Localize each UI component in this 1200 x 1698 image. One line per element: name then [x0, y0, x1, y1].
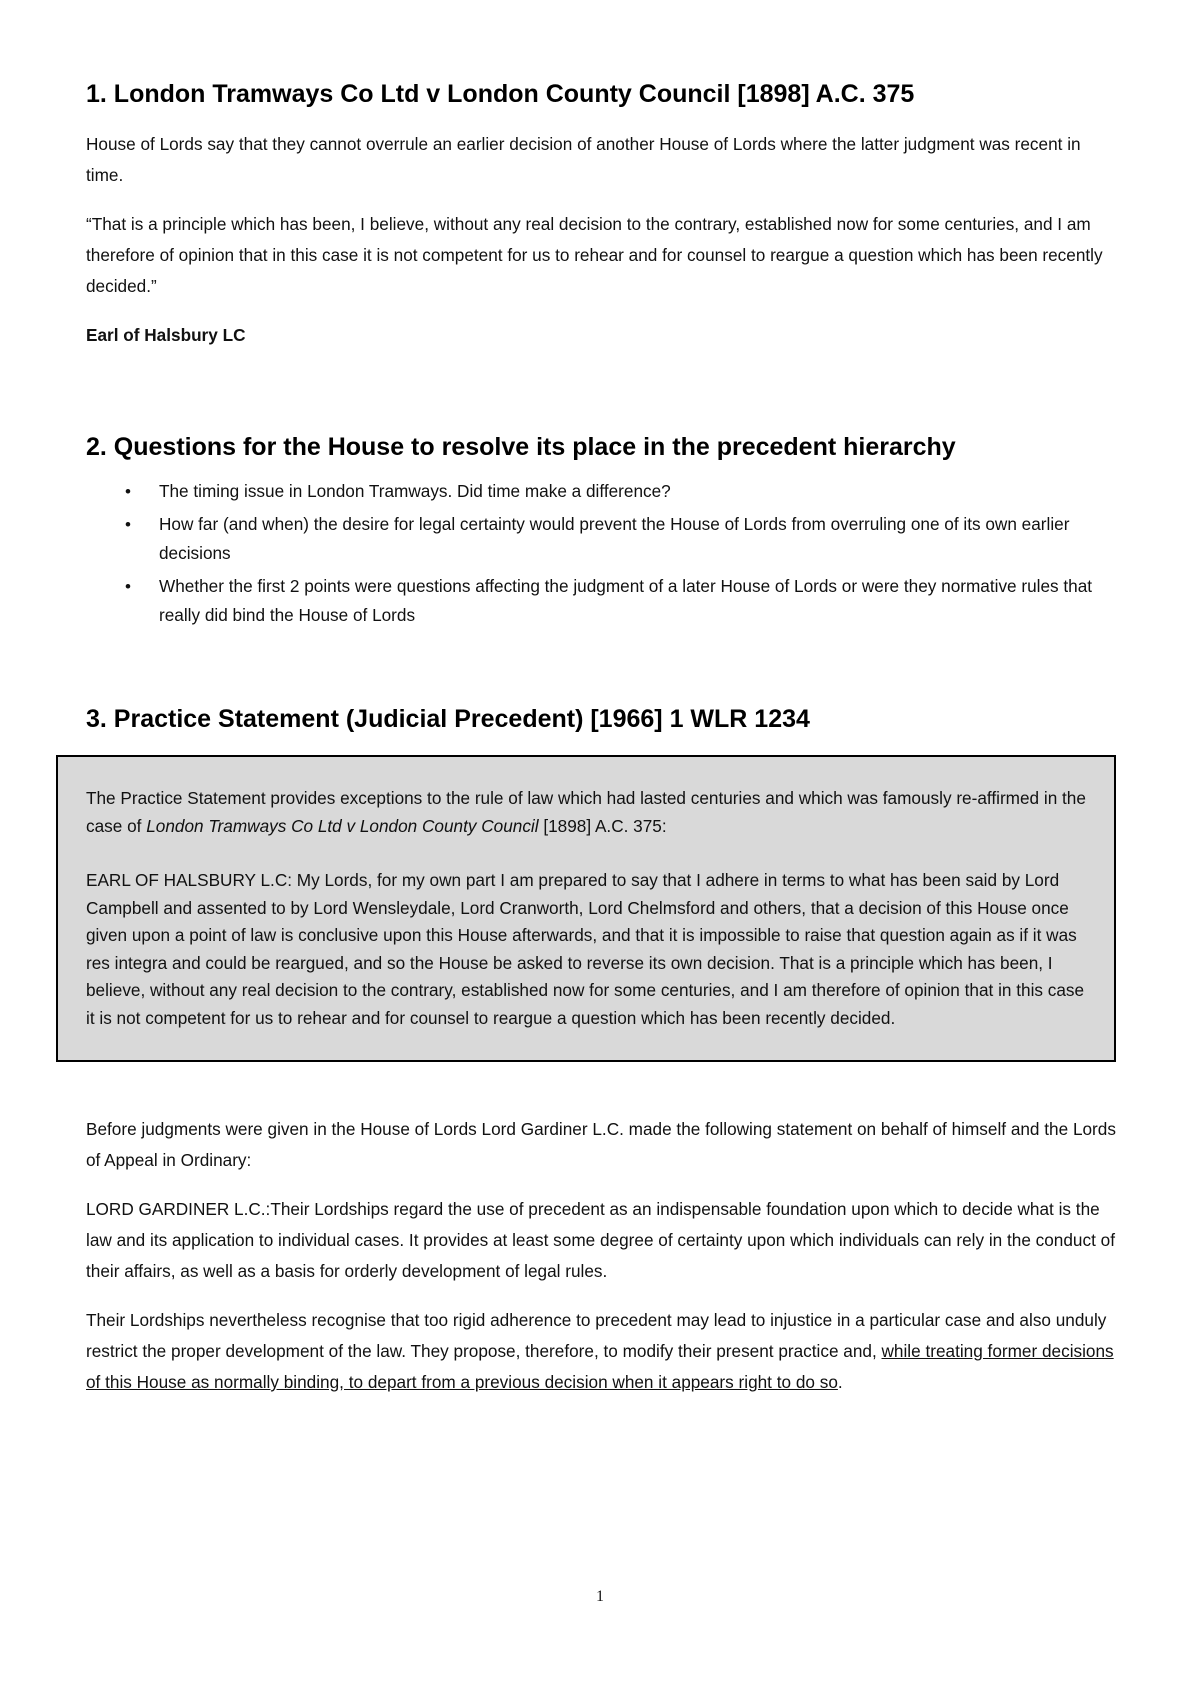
list-item [86, 572, 1122, 631]
bullet-icon: • [125, 482, 131, 501]
list-item-text: Whether the first 2 points were questions affecting the judgment of a later House of Lords or were they normative rules that really did bind the House of Lords [159, 575, 1093, 625]
bullet-icon: • [125, 576, 131, 596]
page-content [86, 72, 1122, 1398]
page-number: 1 [596, 1588, 604, 1605]
list-item-text: How far (and when) the desire for legal certainty would prevent the House of Lords from overruling one of its own earlier decisions [159, 513, 1070, 563]
section-2-title: 2. Questions for the House to resolve its place in the precedent hierarchy [86, 432, 956, 461]
bullet-icon: • [125, 514, 131, 534]
section-3-title: 3. Practice Statement (Judicial Precedent) [1966] 1 WLR 1234 [86, 704, 810, 733]
halsbury-speech: EARL OF HALSBURY L.C: My Lords, for my own part I am prepared to say that I adhere in terms to what has been said by Lord Campbell and assented to by Lord Wensleydale, Lord Cranworth, Lord Chelmsford and others, that a decision of this House once given upon a point of law is conclusive upon this House afterwards, and that it is impossible to raise that question again as if it was res integra and could be reargued, and so the House be asked to reverse its own decision. That is a principle which has been, I believe, without any real decision to the contrary, established now for some centuries, and I am therefore of opinion that in this case it is not competent for us to rehear and for counsel to reargue a question which has been recently decided. [86, 870, 1085, 1028]
list-item-text: The timing issue in London Tramways. Did time make a difference? [159, 481, 671, 501]
statement-end: . [837, 1372, 843, 1392]
halsbury-quote-box [56, 755, 1116, 1062]
statement-text: Their Lordships nevertheless recognise that too rigid adherence to precedent may lead to injustice in a particular case and also unduly restrict the proper development of the law. They propose, therefore, to modify their present practice and, [86, 1310, 1107, 1361]
questions-list [86, 477, 1122, 631]
statement-underlined: while treating former decisions of this House as normally binding, to depart from a previous decision when it appears right to do so [86, 1341, 1114, 1392]
box-intro-citation: [1898] A.C. 375: [538, 815, 667, 836]
box-intro-text: The Practice Statement provides exceptions to the rule of law which had lasted centuries and which was famously re-affirmed in the case of [86, 788, 1086, 836]
list-item [86, 510, 1122, 569]
spacer [86, 840, 1086, 867]
list-item [86, 477, 1122, 507]
box-intro [86, 785, 1086, 840]
section-1-description: House of Lords say that they cannot overrule an earlier decision of another House of Lords where the latter judgment was recent in time. [86, 133, 1081, 185]
case-name: London Tramways Co Ltd v London County Council [146, 815, 539, 836]
section-1-author: Earl of Halsbury LC [86, 324, 246, 345]
gardiner-statement-2 [86, 1305, 1122, 1398]
section-1-title: 1. London Tramways Co Ltd v London County Council [1898] A.C. 375 [86, 80, 915, 108]
gardiner-intro: Before judgments were given in the House of Lords Lord Gardiner L.C. made the following statement on behalf of himself and the Lords of Appeal in Ordinary: [86, 1119, 1116, 1170]
gardiner-statement-1: LORD GARDINER L.C.:Their Lordships regard the use of precedent as an indispensable foundation upon which to decide what is the law and its application to individual cases. It provides at least some degree of certainty upon which individuals can rely in the conduct of their affairs, as well as a basis for orderly development of legal rules. [86, 1199, 1115, 1281]
section-1-quote: “That is a principle which has been, I believe, without any real decision to the contrary, established now for some centuries, and I am therefore of opinion that in this case it is not competent for us to rehear and for counsel to reargue a question which has been recently decided.” [86, 213, 1103, 296]
